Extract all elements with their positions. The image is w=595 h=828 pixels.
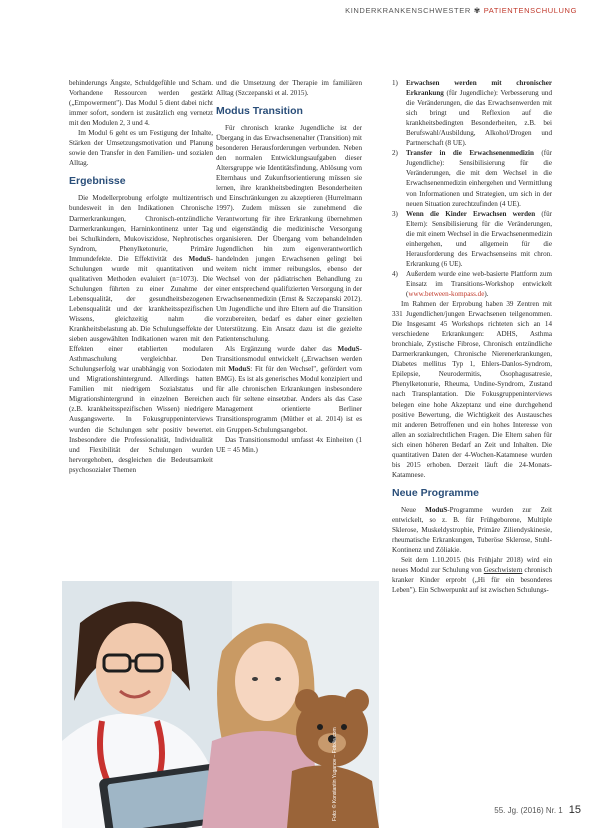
section-name: PATIENTENSCHULUNG (483, 6, 577, 15)
column-1 (69, 78, 213, 475)
header-separator-icon: ✾ (473, 6, 481, 15)
paragraph: Die Modellerprobung erfolgte multizentrisch bundesweit in den Indikationen Chronische Darmerkrankungen, Chronisch-entzündliche Darmerkrankungen, Harninkontinenz unter Tag bei Schulkindern, Mukoviszidose, Nephrotisches Syndrom, Phenylketonurie, Primäre Immundefekte. Die Effektivität des ModuS-Schulungen wurde mit quantitativen und qualitativen Methoden evaluiert (n=1073). Die Schulungen führten zu einer Zunahme der Lebensqualität, der gesundheitsbezogenen Lebensqualität und der krankheitsspezifischen Wissens, gleichzeitig nahm die Krankheitsbelastung ab. Die Schulungseffekte der sieben ausgewählten Indikationen waren mit den Effekten einer etablierten modularen Asthmaschulung vergleichbar. Den Schulungserfolg war unabhängig von Soziodaten und Migrationshintergrund. Allerdings hatten Familien mit niedrigem Sozialstatus und Migrationshintergrund in einzelnen Bereichen (z.B. krankheitsspezifischen Wissen) niedrigere Ausgangswerte. In Fokusgruppeninterviews wurden die Schulungen sehr positiv bewertet. Insbesondere die Professionalität, Individualität und Flexibilität der Schulungen wurden hervorgehoben, desgleichen die Bedeutsamkeit psychosozialer Themen (69, 194, 213, 474)
platform-link[interactable]: www.between-kompass.de (408, 289, 485, 298)
paragraph: Für chronisch kranke Jugendliche ist der Übergang in das Erwachsenenalter (Transition) mit besonderen Herausforderungen verbunden. Neben den normalen Entwicklungsaufgaben dieser Altersgruppe wie Identitätsfindung, Ablösung vom Elternhaus und Zukunftsorientierung müssen sie lernen, ihre krankheitsbedingten Besonderheiten und Einschränkungen zu akzeptieren (Hurrelmann 1997). Zudem müssen sie zunehmend die Verantwortung für ihre Erkrankung übernehmen und eigenständig die medizinische Versorgung organisieren. Der Übergang vom behandelnden Jugendlichen hin zum eigenverantwortlich handelnden jungen Erwachsenen gelingt bei weitem nicht immer reibungslos, ebenso der Wechsel von der pädiatrischen Behandlung zu einer entsprechend qualifizierten Versorgung in der Erwachsenenmedizin (Ernst & Szczepanski 2012). Um Jugendliche und ihre Eltern auf die Transition vorzubereiten, bedarf es daher einer gezielten Unterstützung. Ein Ansatz dazu ist die gezielte Patientenschulung. (216, 124, 362, 344)
paragraph: Das Transitionsmodul umfasst 4x Einheiten (1 UE = 45 Min.) (216, 435, 362, 454)
paragraph: Neue ModuS-Programme wurden zur Zeit entwickelt, so z. B. für Frühgeborene, Multiple Sklerose, Muskeldystrophie, Primäre Ziliendyskinesie, rheumatische Erkrankungen, Tuberöse Sklerose, Stuhl-Kontinenz und Zöliakie. (392, 505, 552, 555)
page-footer (494, 804, 581, 816)
photo-credit: Foto: © Konstantin Yuganov – Fotolia.com (332, 727, 338, 821)
paragraph: Im Modul 6 geht es um Festigung der Inhalte, Stärken der Umsetzungsmotivation und Planung sowie den Transfer in den Familien- und sozialen Alltag. (69, 129, 213, 168)
paragraph: Seit dem 1.10.2015 (bis Frühjahr 2018) wird ein neues Modul zur Schulung von Geschwistern chronisch kranker Kinder erprobt („Hi für ein besonderes Leben"). Ein Schwerpunkt auf ist zwischen Schulungs- (392, 556, 552, 595)
magazine-name: KINDERKRANKENSCHWESTER (345, 6, 471, 15)
paragraph: behinderungs Ängste, Schuldgefühle und Scham. Vorhandene Ressourcen werden gestärkt („Empowerment"). Das Modul 5 dient dabei nicht immer sofort, sondern ist zusätzlich eng vernetzt mit den Modulen 2, 3 und 4. (69, 79, 213, 128)
list-item: 2) Transfer in die Erwachsenenmedizin (für Jugendliche): Sensibilisierung für die Veränderungen, die mit dem Wechsel in die Erwachsenenmedizin einhergehen und Vermittlung von Informationen und Strategien, um sich in der neuen Situation zurechtzufinden (4 UE). (392, 149, 552, 208)
heading-neue-programme: Neue Programme (392, 486, 479, 499)
list-item: 3) Wenn die Kinder Erwachsen werden (für Eltern): Sensibilisierung für die Veränderungen, die mit einem Wechsel in die Erwachsenenmedizin einhergehen, und allgemein für die Herausforderung des Erwachsenseins mit chron. Erkrankung (6 UE). (392, 209, 552, 268)
heading-modus-transition: Modus Transition (216, 105, 303, 118)
module-list (392, 78, 552, 299)
running-header (345, 6, 577, 15)
list-item: 4) Außerdem wurde eine web-basierte Plattform zum Einsatz im Transitions-Workshop entwickelt (www.between-kompass.de). (392, 269, 552, 298)
page-number: 15 (568, 804, 581, 816)
heading-ergebnisse: Ergebnisse (69, 175, 126, 188)
issue-info: 55. Jg. (2016) Nr. 1 (494, 806, 563, 815)
emphasis: Geschwistern (483, 566, 523, 575)
paragraph: Als Ergänzung wurde daher das ModuS-Transitionsmodul entwickelt („Erwachsen werden mit ModuS: Fit für den Wechsel", gefördert vom BMG). Es ist als generisches Modul konzipiert und für alle chronischen Erkrankungen insbesondere auch für seltene einsetzbar. Anders als das Case Management orientierte Berliner Transitionsprogramm (Müther et al. 2014) ist es ein Gruppen-Schulungsangebot. (216, 345, 362, 434)
column-3 (392, 78, 552, 595)
list-item: 1) Erwachsen werden mit chronischer Erkrankung (für Jugendliche): Verbesserung und die Veränderungen, die das Erwachsenwerden mit sich bringt und Reflexion auf die krankheitsbedingten Besonderheiten, z.B. bei Berufswahl/Ausbildung, Alkohol/Drogen und Partnerschaft (8 UE). (392, 79, 552, 148)
photo-nurse-with-girl (62, 581, 379, 828)
paragraph: und die Umsetzung der Therapie im familiären Alltag (Szczepanski et al. 2015). (216, 79, 362, 98)
column-2 (216, 78, 362, 455)
paragraph: Im Rahmen der Erprobung haben 39 Zentren mit 331 Jugendlichen/jungen Erwachsenen teilgenommen. Die Insgesamt 45 Workshops richteten sich an 14 verschiedene Erkrankungen: ADHS, Asthma bronchiale, Zystische Fibrose, Chronisch entzündliche Darmerkrankungen, Chronische Nierenerkrankungen, Diabetes mellitus Typ 1, Ehlers-Danlos-Syndrom, Epilepsie, Neurodermitis, Ösophagusatresie, Phenylketonurie, Rheuma, Undine-Syndrom, Zustand nach Transplantation. Die Fokusgruppeninterviews belegen eine hohe Akzeptanz und eine durchgehend positive Bewertung, die Wichtigkeit des Austausches mit anderen Betroffenen und ein hohes Interesse von allen an sozialrechtlichen Fragen. Die Eltern sahen für sich einen höheren Bedarf an Zeit und Inhalten. Die quantitativen Daten der 4-Wochen-Katamnese wurden bis 2015 erhoben. Derzeit läuft die 24-Monats-Katamnese. (392, 300, 552, 479)
